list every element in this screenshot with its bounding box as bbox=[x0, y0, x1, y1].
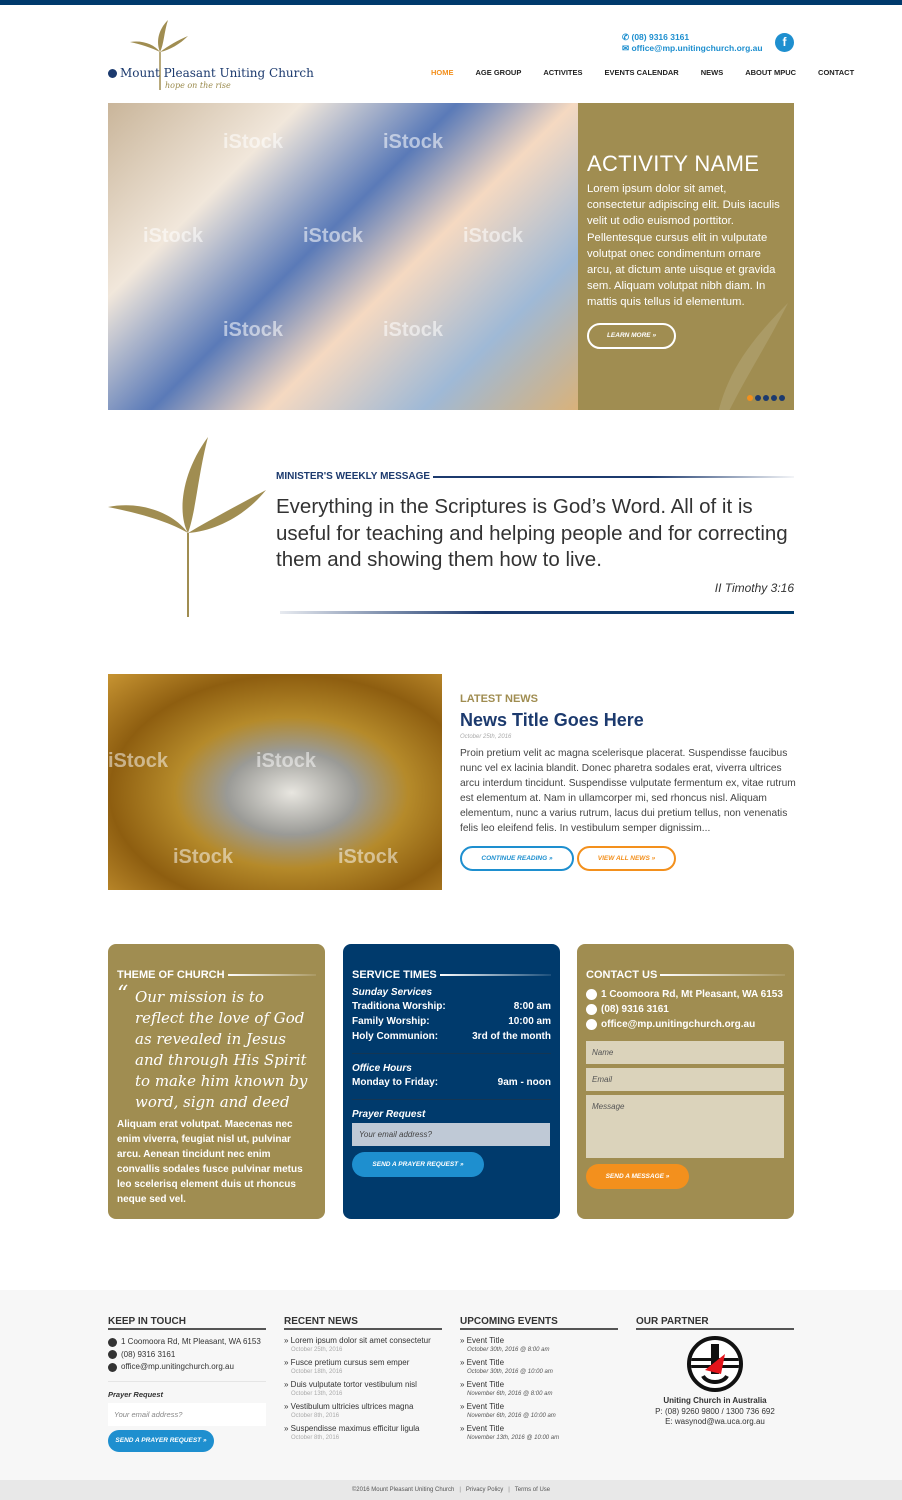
nav-news[interactable]: NEWS bbox=[700, 68, 724, 77]
slide-dot-5[interactable] bbox=[779, 395, 785, 401]
quote-mark-icon: “ bbox=[117, 982, 129, 1007]
footer-partner bbox=[636, 1316, 794, 1428]
hero-body: Lorem ipsum dolor sit amet, consectetur adipiscing elit. Duis iaculis velit ut odio euismod porttitor. Pellentesque cursus elit in vulputate volutpat onec condimentum ornare arcu, at dictum ante uisque et gravida sem. Aliquam volutpat nibh diam. In mattis quis tellus id elementum. bbox=[587, 183, 780, 309]
watermark: iStock bbox=[383, 131, 444, 153]
mail-icon: ✉ bbox=[622, 43, 632, 53]
hero-panel bbox=[578, 103, 794, 410]
theme-quote: “ Our mission is to reflect the love of God as revealed in Jesus and through His Spirit to make him known by word, sign and deed bbox=[117, 982, 308, 1111]
minister-citation: II Timothy 3:16 bbox=[714, 581, 794, 595]
footer-prayer-heading: Prayer Request bbox=[108, 1389, 164, 1399]
terms-of-use-link[interactable]: Terms of Use bbox=[514, 1487, 551, 1493]
event-date: November 6th, 2016 @ 10:00 am bbox=[467, 1413, 556, 1419]
event-date: November 6th, 2016 @ 8:00 am bbox=[467, 1391, 553, 1397]
footer-send-prayer-button[interactable]: SEND A PRAYER REQUEST » bbox=[108, 1430, 214, 1452]
site-logo[interactable] bbox=[108, 18, 314, 93]
news-title[interactable]: News Title Goes Here bbox=[460, 710, 644, 730]
theme-heading: THEME OF CHURCH bbox=[117, 969, 316, 981]
sunday-heading: Sunday Services bbox=[352, 987, 433, 998]
prayer-heading: Prayer Request bbox=[352, 1109, 426, 1120]
office-heading: Office Hours bbox=[352, 1063, 412, 1074]
news-link[interactable]: » Suspendisse maximus efficitur ligula bbox=[284, 1424, 420, 1433]
nav-contact[interactable]: CONTACT bbox=[818, 68, 855, 77]
header-phone[interactable]: (08) 9316 3161 bbox=[631, 32, 690, 42]
top-accent-bar bbox=[0, 0, 902, 5]
slide-dot-1[interactable] bbox=[747, 395, 753, 401]
location-pin-icon bbox=[586, 989, 597, 1000]
news-link[interactable]: » Lorem ipsum dolor sit amet consectetur bbox=[284, 1336, 431, 1345]
send-prayer-request-button[interactable]: SEND A PRAYER REQUEST » bbox=[352, 1152, 484, 1177]
footer-recent-news bbox=[284, 1316, 442, 1446]
contact-card bbox=[577, 944, 794, 1219]
news-label: LATEST NEWS bbox=[460, 693, 539, 705]
slide-dot-2[interactable] bbox=[755, 395, 761, 401]
news-body: Proin pretium velit ac magna scelerisque placerat. Suspendisse faucibus nunc vel ex lacinia blandit. Donec pharetra sodales erat, viverra ultrices arcu interdum tincidunt. Suspendisse vulputate fermentum ex, vitae rutrum est elementum at. Nam in ullamcorper mi, sed rhoncus nisl. Aliquam elementum, nunc a varius rutrum, lacus dui pretium tellus, non venenatis felis leo eleifend felis. In vestibulum semper dignissim... bbox=[460, 748, 796, 834]
service-times-card bbox=[343, 944, 560, 1219]
footer-heading: RECENT NEWS bbox=[284, 1316, 442, 1330]
contact-address: 1 Coomoora Rd, Mt Pleasant, WA 6153 bbox=[601, 989, 783, 1000]
sprout-icon bbox=[108, 435, 268, 620]
event-date: November 13th, 2016 @ 10:00 am bbox=[467, 1435, 560, 1441]
event-link[interactable]: » Event Title bbox=[460, 1402, 505, 1411]
contact-heading: CONTACT US bbox=[586, 969, 785, 981]
watermark: iStock bbox=[338, 846, 399, 868]
service-heading: SERVICE TIMES bbox=[352, 969, 551, 981]
phone-icon: ✆ bbox=[622, 32, 632, 42]
divider bbox=[352, 1099, 551, 1100]
news-date: October 8th, 2016 bbox=[291, 1435, 340, 1441]
logo-tagline: hope on the rise bbox=[165, 81, 231, 90]
hero-image bbox=[108, 103, 578, 410]
continue-reading-button[interactable]: CONTINUE READING » bbox=[460, 846, 574, 871]
nav-about[interactable]: ABOUT MPUC bbox=[745, 68, 797, 77]
main-nav bbox=[420, 68, 854, 77]
event-link[interactable]: » Event Title bbox=[460, 1336, 505, 1345]
slide-dot-4[interactable] bbox=[771, 395, 777, 401]
prayer-email-input[interactable]: Your email address? bbox=[352, 1123, 550, 1146]
view-all-news-button[interactable]: VIEW ALL NEWS » bbox=[577, 846, 676, 871]
event-link[interactable]: » Event Title bbox=[460, 1380, 505, 1389]
hero-title: ACTIVITY NAME bbox=[587, 151, 760, 176]
nav-age-group[interactable]: AGE GROUP bbox=[475, 68, 522, 77]
mail-icon bbox=[586, 1019, 597, 1030]
news-link[interactable]: » Duis vulputate tortor vestibulum nisl bbox=[284, 1380, 417, 1389]
facebook-icon[interactable]: f bbox=[775, 33, 794, 52]
event-date: October 30th, 2016 @ 8:00 am bbox=[467, 1347, 550, 1353]
watermark: iStock bbox=[223, 131, 284, 153]
news-date: October 25th, 2016 bbox=[291, 1347, 343, 1353]
send-message-button[interactable]: SEND A MESSAGE » bbox=[586, 1164, 689, 1189]
name-field[interactable]: Name bbox=[586, 1041, 784, 1064]
minister-quote: Everything in the Scriptures is God’s Word. All of it is useful for teaching and helping people and for correcting them and showing them how to live. bbox=[276, 495, 788, 571]
contact-email[interactable]: office@mp.unitingchurch.org.au bbox=[601, 1019, 756, 1030]
nav-activities[interactable]: ACTIVITES bbox=[543, 68, 583, 77]
divider bbox=[108, 1381, 266, 1382]
footer-upcoming-events bbox=[460, 1316, 618, 1446]
event-date: October 30th, 2016 @ 10:00 am bbox=[467, 1369, 553, 1375]
watermark: iStock bbox=[463, 225, 524, 247]
slider-dots bbox=[747, 395, 785, 401]
service-row: Holy Communion: 3rd of the month bbox=[352, 1031, 551, 1042]
minister-heading: MINISTER'S WEEKLY MESSAGE bbox=[276, 471, 794, 482]
divider bbox=[352, 1053, 551, 1054]
header-email[interactable]: office@mp.unitingchurch.org.au bbox=[631, 43, 763, 53]
logo-name: Mount Pleasant Uniting Church bbox=[120, 66, 314, 80]
copyright-bar: ©2016 Mount Pleasant Uniting Church | Privacy Policy | Terms of Use bbox=[0, 1480, 902, 1500]
watermark: iStock bbox=[173, 846, 234, 868]
footer-keep-in-touch: KEEP IN TOUCH 1 Coomoora Rd, Mt Pleasant, WA 6153 (08) 9316 3161 office@mp.unitingchurch.org.au Prayer Request Your email address? SEND A PRAYER REQUEST » bbox=[108, 1316, 266, 1452]
nav-events-calendar[interactable]: EVENTS CALENDAR bbox=[604, 68, 679, 77]
event-link[interactable]: » Event Title bbox=[460, 1358, 505, 1367]
header-contact bbox=[622, 32, 763, 54]
news-date: October 13th, 2016 bbox=[291, 1391, 343, 1397]
watermark: iStock bbox=[143, 225, 204, 247]
partner-phone: P: (08) 9260 9800 / 1300 736 692 bbox=[655, 1406, 775, 1416]
watermark: iStock bbox=[303, 225, 364, 247]
partner-name: Uniting Church in Australia bbox=[663, 1396, 767, 1405]
partner-email[interactable]: E: wasynod@wa.uca.org.au bbox=[665, 1417, 765, 1426]
phone-icon bbox=[586, 1004, 597, 1015]
watermark: iStock bbox=[223, 319, 284, 341]
news-date: October 18th, 2016 bbox=[291, 1369, 343, 1375]
watermark: iStock bbox=[108, 750, 169, 772]
divider bbox=[280, 611, 794, 614]
event-link[interactable]: » Event Title bbox=[460, 1424, 505, 1433]
message-field[interactable]: Message bbox=[586, 1095, 784, 1158]
divider bbox=[433, 476, 794, 478]
news-link[interactable]: » Fusce pretium cursus sem emper bbox=[284, 1358, 410, 1367]
privacy-policy-link[interactable]: Privacy Policy bbox=[465, 1487, 504, 1493]
footer-heading: UPCOMING EVENTS bbox=[460, 1316, 618, 1330]
service-row: Traditiona Worship: 8:00 am bbox=[352, 1001, 551, 1012]
leaf-watermark-icon bbox=[688, 283, 794, 410]
footer-heading: KEEP IN TOUCH bbox=[108, 1316, 266, 1330]
news-image[interactable] bbox=[108, 674, 442, 890]
learn-more-button[interactable]: LEARN MORE » bbox=[587, 323, 676, 349]
nav-home[interactable]: HOME bbox=[431, 68, 454, 77]
watermark: iStock bbox=[256, 750, 317, 772]
service-row: Family Worship: 10:00 am bbox=[352, 1016, 551, 1027]
uniting-church-logo-icon[interactable] bbox=[687, 1336, 743, 1392]
watermark: iStock bbox=[383, 319, 444, 341]
mail-icon bbox=[108, 1363, 117, 1372]
office-row: Monday to Friday: 9am - noon bbox=[352, 1077, 551, 1088]
slide-dot-3[interactable] bbox=[763, 395, 769, 401]
news-link[interactable]: » Vestibulum ultricies ultrices magna bbox=[284, 1402, 414, 1411]
footer-heading: OUR PARTNER bbox=[636, 1316, 794, 1330]
phone-icon bbox=[108, 1350, 117, 1359]
footer-prayer-email-input[interactable]: Your email address? bbox=[108, 1403, 266, 1426]
news-date: October 25th, 2016 bbox=[460, 734, 512, 740]
contact-phone[interactable]: (08) 9316 3161 bbox=[601, 1004, 669, 1015]
copyright-text: ©2016 Mount Pleasant Uniting Church bbox=[351, 1487, 455, 1493]
theme-card bbox=[108, 944, 325, 1219]
location-pin-icon bbox=[108, 1338, 117, 1347]
theme-body: Aliquam erat volutpat. Maecenas nec enim viverra, feugiat nisl ut, pulvinar arcu. Aenean tincidunt nec enim convallis sodales fusce pulvinar metus leo scelerisq element duis ut rhoncus neque sed vel. bbox=[117, 1119, 303, 1205]
email-field[interactable]: Email bbox=[586, 1068, 784, 1091]
news-date: October 8th, 2016 bbox=[291, 1413, 340, 1419]
church-seal-icon bbox=[108, 69, 117, 78]
